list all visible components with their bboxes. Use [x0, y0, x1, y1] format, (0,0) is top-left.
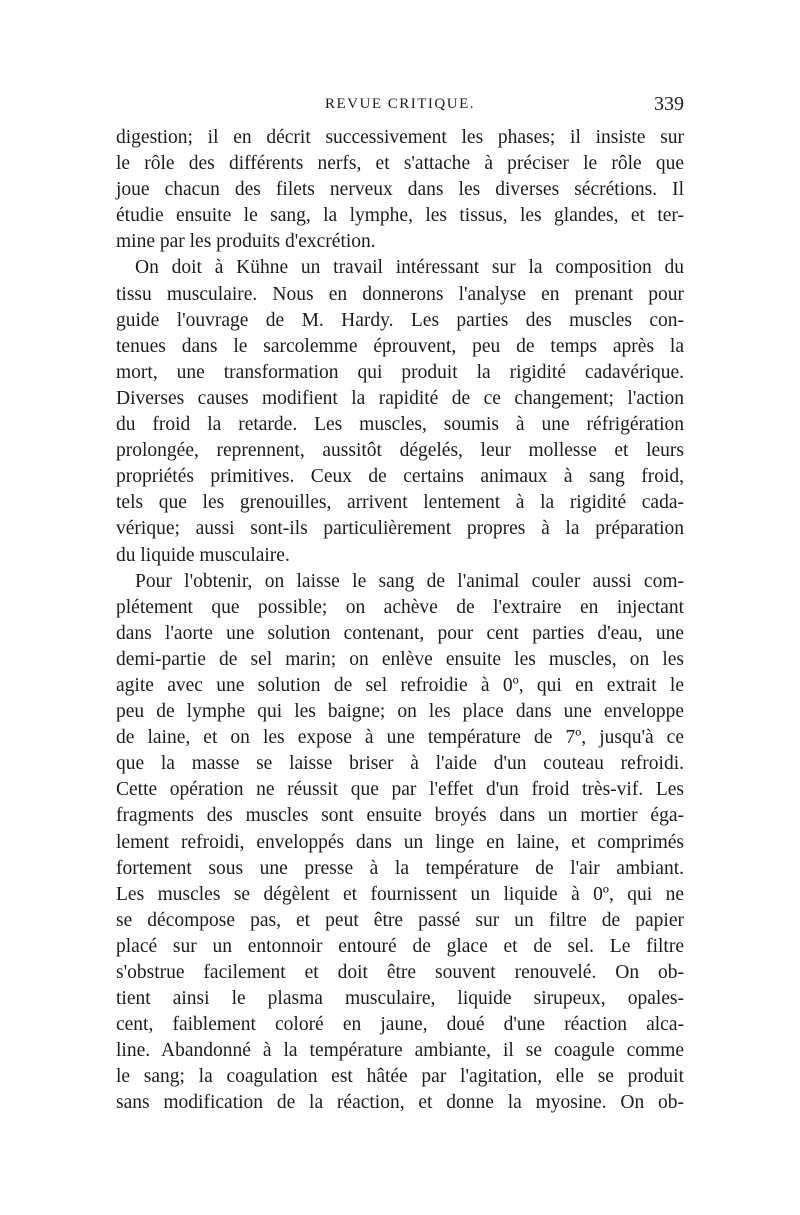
text-line: de laine, et on les expose à une température de 7º, jusqu'à ce: [116, 727, 684, 749]
text-line: plétement que possible; on achève de l'extraire en injectant: [116, 596, 684, 618]
text-line: tenues dans le sarcolemme éprouvent, peu de temps après la: [116, 335, 684, 357]
text-line: du liquide musculaire.: [116, 544, 290, 566]
text-line: du froid la retarde. Les muscles, soumis à une réfrigération: [116, 414, 684, 436]
text-line: étudie ensuite le sang, la lymphe, les tissus, les glandes, et ter-: [116, 205, 684, 227]
text-line: cent, faiblement coloré en jaune, doué d'une réaction alca-: [116, 1014, 684, 1036]
paragraph: [116, 125, 684, 255]
text-line: s'obstrue facilement et doit être souvent renouvelé. On ob-: [116, 962, 684, 983]
text-line: vérique; aussi sont-ils particulièrement propres à la préparation: [116, 518, 684, 540]
running-head: [116, 93, 684, 122]
text-line: dans l'aorte une solution contenant, pour cent parties d'eau, une: [116, 622, 684, 644]
text-line: mort, une transformation qui produit la rigidité cadavérique.: [116, 361, 684, 383]
text-line: On doit à Kühne un travail intéressant sur la composition du: [135, 257, 684, 279]
paragraph: [116, 255, 684, 568]
paragraph: [116, 569, 684, 1117]
text-line: tissu musculaire. Nous en donnerons l'analyse en prenant pour: [116, 283, 684, 305]
text-line: fortement sous une presse à la température de l'air ambiant.: [116, 857, 684, 879]
text-line: guide l'ouvrage de M. Hardy. Les parties des muscles con-: [116, 309, 684, 331]
text-line: Cette opération ne réussit que par l'effet d'un froid très-vif. Les: [116, 779, 684, 801]
text-line: digestion; il en décrit successivement les phases; il insiste sur: [116, 127, 684, 148]
text-line: le sang; la coagulation est hâtée par l'agitation, elle se produit: [116, 1066, 684, 1088]
text-line: lement refroidi, enveloppés dans un linge en laine, et comprimés: [116, 831, 684, 853]
text-line: fragments des muscles sont ensuite broyés dans un mortier éga-: [116, 805, 684, 827]
body-text: [116, 125, 684, 1117]
running-title: REVUE CRITIQUE.: [325, 96, 475, 112]
text-line: que la masse se laisse briser à l'aide d'un couteau refroidi.: [116, 753, 684, 775]
text-line: line. Abandonné à la température ambiante, il se coagule comme: [116, 1040, 684, 1062]
text-line: Pour l'obtenir, on laisse le sang de l'animal couler aussi com-: [135, 570, 684, 592]
text-line: demi-partie de sel marin; on enlève ensuite les muscles, on les: [116, 648, 684, 670]
text-line: sans modification de la réaction, et donne la myosine. On ob-: [116, 1092, 684, 1114]
text-line: Diverses causes modifient la rapidité de ce changement; l'action: [116, 387, 684, 409]
page-number: 339: [654, 93, 684, 115]
text-line: propriétés primitives. Ceux de certains animaux à sang froid,: [116, 466, 684, 488]
text-line: agite avec une solution de sel refroidie à 0º, qui en extrait le: [116, 674, 684, 696]
text-line: joue chacun des filets nerveux dans les diverses sécrétions. Il: [116, 179, 684, 201]
text-line: tels que les grenouilles, arrivent lentement à la rigidité cada-: [116, 492, 684, 514]
text-line: placé sur un entonnoir entouré de glace et de sel. Le filtre: [116, 935, 684, 957]
text-line: se décompose pas, et peut être passé sur un filtre de papier: [116, 909, 684, 931]
text-line: mine par les produits d'excrétion.: [116, 231, 376, 253]
text-line: Les muscles se dégèlent et fournissent un liquide à 0º, qui ne: [116, 883, 684, 905]
text-line: le rôle des différents nerfs, et s'attache à préciser le rôle que: [116, 153, 684, 175]
text-line: tient ainsi le plasma musculaire, liquide sirupeux, opales-: [116, 988, 684, 1010]
text-line: prolongée, reprennent, aussitôt dégelés, leur mollesse et leurs: [116, 440, 684, 462]
text-line: peu de lymphe qui les baigne; on les place dans une enveloppe: [116, 701, 684, 723]
